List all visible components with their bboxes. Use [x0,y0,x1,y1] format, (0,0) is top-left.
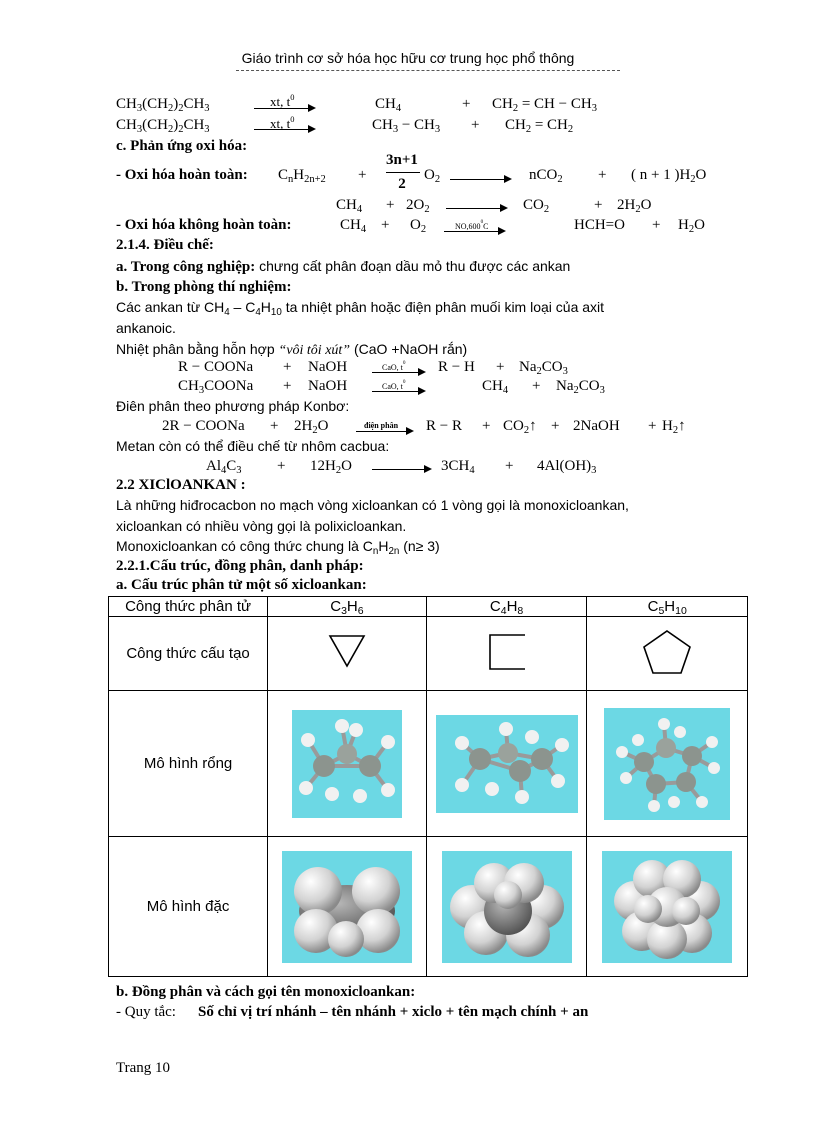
row-structure-label: Công thức cấu tạo [109,617,268,691]
oxi-ex-p2: $2H_2O$ [617,197,652,215]
section-22-title: 2.2 XIClOANKAN : [116,477,246,493]
plus: + [358,167,367,183]
eq-kolbe-lhs: 2R − COONa [162,418,245,434]
lab-text-3c: (CaO +NaOH rắn) [350,341,468,357]
lab-text-3a: Nhiệt phân bằng hỗn hợp [116,341,279,357]
reaction-1-p1: $CH_4$ [375,96,402,114]
page-header: Giáo trình cơ sở hóa học hữu cơ trung học phổ thông [241,50,575,66]
eq-rcoona-cond: CaO, $t^0$ [382,360,406,372]
cyclo-para-3: Monoxicloankan có công thức chung là $C_nH_{2n}$ (n≥ 3) [116,538,440,557]
space-model-c3h6 [268,837,427,977]
ball-model-c3h6 [268,691,427,837]
structure-cyclopropane [268,617,427,691]
plus: + [283,378,292,394]
oxi-ex-arrow [446,203,508,213]
formula-c5h10: $C_5H_{10}$ [587,597,748,617]
oxi-ex-p1: $CO_2$ [523,197,550,215]
reaction-2-p2: $CH_2 = CH_2$ [505,117,574,135]
eq-rcoona-arrow [372,367,426,377]
kolbe-text: Điên phân theo phương pháp Konbơ: [116,398,350,414]
eq-al4c3-arrow [372,464,432,474]
structure-cyclopentane [587,617,748,691]
eq-rcoona-p2: $Na_2CO_3$ [519,359,568,377]
triangle-structure-icon [327,632,367,672]
oxi-full-p2: ( n + 1 )$H_2O$ [631,167,707,185]
eq-ch3coona-cond: CaO, $t^0$ [382,379,406,391]
industry-title: a. Trong công nghiệp: [116,259,256,275]
space-filling-cyclopropane-icon [282,851,412,963]
eq-rcoona-p1: R − H [438,359,475,375]
ball-model-c5h10 [587,691,748,837]
section-221-title: 2.2.1.Cấu trúc, đồng phân, danh pháp: [116,558,364,574]
eq-kolbe-r2: $2H_2O$ [294,418,329,436]
header-underline [236,70,620,71]
space-model-c4h8 [426,837,587,977]
oxi-partial-r1: $CH_4$ [340,217,367,235]
ball-stick-cyclopentane-icon [604,708,730,820]
fraction-bar [386,172,420,173]
eq-al4c3-lhs: $Al_4C_3$ [206,458,242,476]
lab-title: b. Trong phòng thí nghiệm: [116,279,292,295]
lab-text-3b: “vôi tôi xút” [278,343,351,358]
eq-kolbe-p1: R − R [426,418,462,434]
oxi-partial-arrow [444,226,506,236]
reaction-1-lhs: $CH_3(CH_2)_2CH_3$ [116,96,210,114]
plus: + [482,418,491,434]
industry-text: chưng cất phân đoạn dầu mỏ thu được các ankan [255,258,571,274]
industry-line [116,258,570,276]
plus: + [648,418,657,434]
formula-c4h8: $C_4H_8$ [426,597,587,617]
oxi-full-o2: $O_2$ [424,167,441,185]
rule-text: Số chỉ vị trí nhánh – tên nhánh + xiclo + tên mạch chính + an [197,1004,589,1020]
eq-al4c3-r2: $12H_2O$ [310,458,352,476]
oxi-ex-r2: $2O_2$ [406,197,430,215]
plus: + [277,458,286,474]
oxi-full-label: - Oxi hóa hoàn toàn: [116,167,248,183]
reaction-1-condition: xt, $t^0$ [270,92,295,109]
eq-ch3coona-r2: NaOH [308,378,348,394]
row-ball-label: Mô hình rổng [109,691,268,837]
pentagon-structure-icon [641,628,693,676]
plus: + [496,359,505,375]
reaction-2-condition: xt, $t^0$ [270,114,295,131]
plus: + [505,458,514,474]
section-b-title: b. Đồng phân và cách gọi tên monoxicloankan: [116,984,416,1000]
eq-ch3coona-p1: $CH_4$ [482,378,509,396]
lab-text-2: ankanoic. [116,320,176,336]
section-c-title: c. Phản ứng oxi hóa: [116,138,248,154]
eq-rcoona-r2: NaOH [308,359,348,375]
eq-kolbe-p2: $CO_2↑$ [503,418,537,436]
eq-kolbe-p3: 2NaOH [573,418,620,434]
plus: + [462,96,471,112]
plus: + [551,418,560,434]
oxi-full-coef-den: 2 [398,176,406,192]
ball-stick-cyclobutane-icon [436,715,578,813]
oxi-full-arrow [450,174,512,184]
plus: + [270,418,279,434]
plus: + [598,167,607,183]
plus: + [283,359,292,375]
plus: + [532,378,541,394]
reaction-1-p2: $CH_2$ = CH − $CH_3$ [492,96,597,114]
plus: + [471,117,480,133]
plus: + [381,217,390,233]
eq-ch3coona-arrow [372,386,426,396]
lab-text-1: Các ankan từ $CH_4 - C_4H_{10}$ ta nhiệt phân hoặc điện phân muối kim loại của axit [116,299,605,318]
plus: + [652,217,661,233]
row-space-label: Mô hình đặc [109,837,268,977]
section-221a-title: a. Cấu trúc phân tử một số xicloankan: [116,577,367,593]
structure-cyclobutane [426,617,587,691]
eq-al4c3-p1: $3CH_4$ [441,458,475,476]
eq-al4c3-p2: $4Al(OH)_3$ [537,458,597,476]
oxi-partial-p2: $H_2O$ [678,217,705,235]
reaction-2-arrow [254,124,316,134]
section-214-title: 2.1.4. Điều chế: [116,237,214,253]
plus: + [386,197,395,213]
formula-c3h6: $C_3H_6$ [268,597,427,617]
oxi-partial-label: - Oxi hóa không hoàn toàn: [116,217,292,233]
plus: + [594,197,603,213]
rule-line [116,1004,588,1021]
square-structure-icon [487,632,527,672]
oxi-full-reactant: $C_nH_{2n+2}$ [278,167,326,185]
cycloalkane-table [108,596,748,977]
oxi-partial-condition: NO,600$^0$C [455,219,489,231]
oxi-full-p1: nCO$_2$ [529,167,563,185]
cyclo-para-1: Là những hiđrocacbon no mạch vòng xicloankan có 1 vòng gọi là monoxicloankan, [116,497,629,513]
eq-kolbe-p4: $H_2↑$ [662,418,686,436]
eq-ch3coona-lhs: $CH_3COONa$ [178,378,254,396]
eq-kolbe-cond: điện phân [364,421,399,430]
space-model-c5h10 [587,837,748,977]
oxi-partial-r2: $O_2$ [410,217,427,235]
lab-text-3 [116,341,467,359]
ball-stick-cyclopropane-icon [292,710,402,818]
ball-model-c4h8 [426,691,587,837]
eq-ch3coona-p2: $Na_2CO_3$ [556,378,605,396]
eq-kolbe-arrow [356,426,414,436]
oxi-full-coef-num: 3n+1 [386,152,418,168]
eq-rcoona-lhs: R − COONa [178,359,254,375]
methane-text: Metan còn có thể điều chế từ nhôm cacbua: [116,438,390,454]
oxi-ex-r1: $CH_4$ [336,197,363,215]
space-filling-cyclobutane-icon [442,851,572,963]
cyclo-para-2: xicloankan có nhiều vòng gọi là polixicloankan. [116,518,407,534]
reaction-1-arrow [254,103,316,113]
table-header-formula: Công thức phân tử [109,597,268,617]
space-filling-cyclopentane-icon [602,851,732,963]
rule-label: - Quy tắc: [116,1004,176,1020]
oxi-partial-p1: HCH=O [574,217,625,233]
reaction-2-p1: $CH_3 - CH_3$ [372,117,441,135]
page-number: Trang 10 [116,1060,171,1076]
reaction-2-lhs: $CH_3(CH_2)_2CH_3$ [116,117,210,135]
